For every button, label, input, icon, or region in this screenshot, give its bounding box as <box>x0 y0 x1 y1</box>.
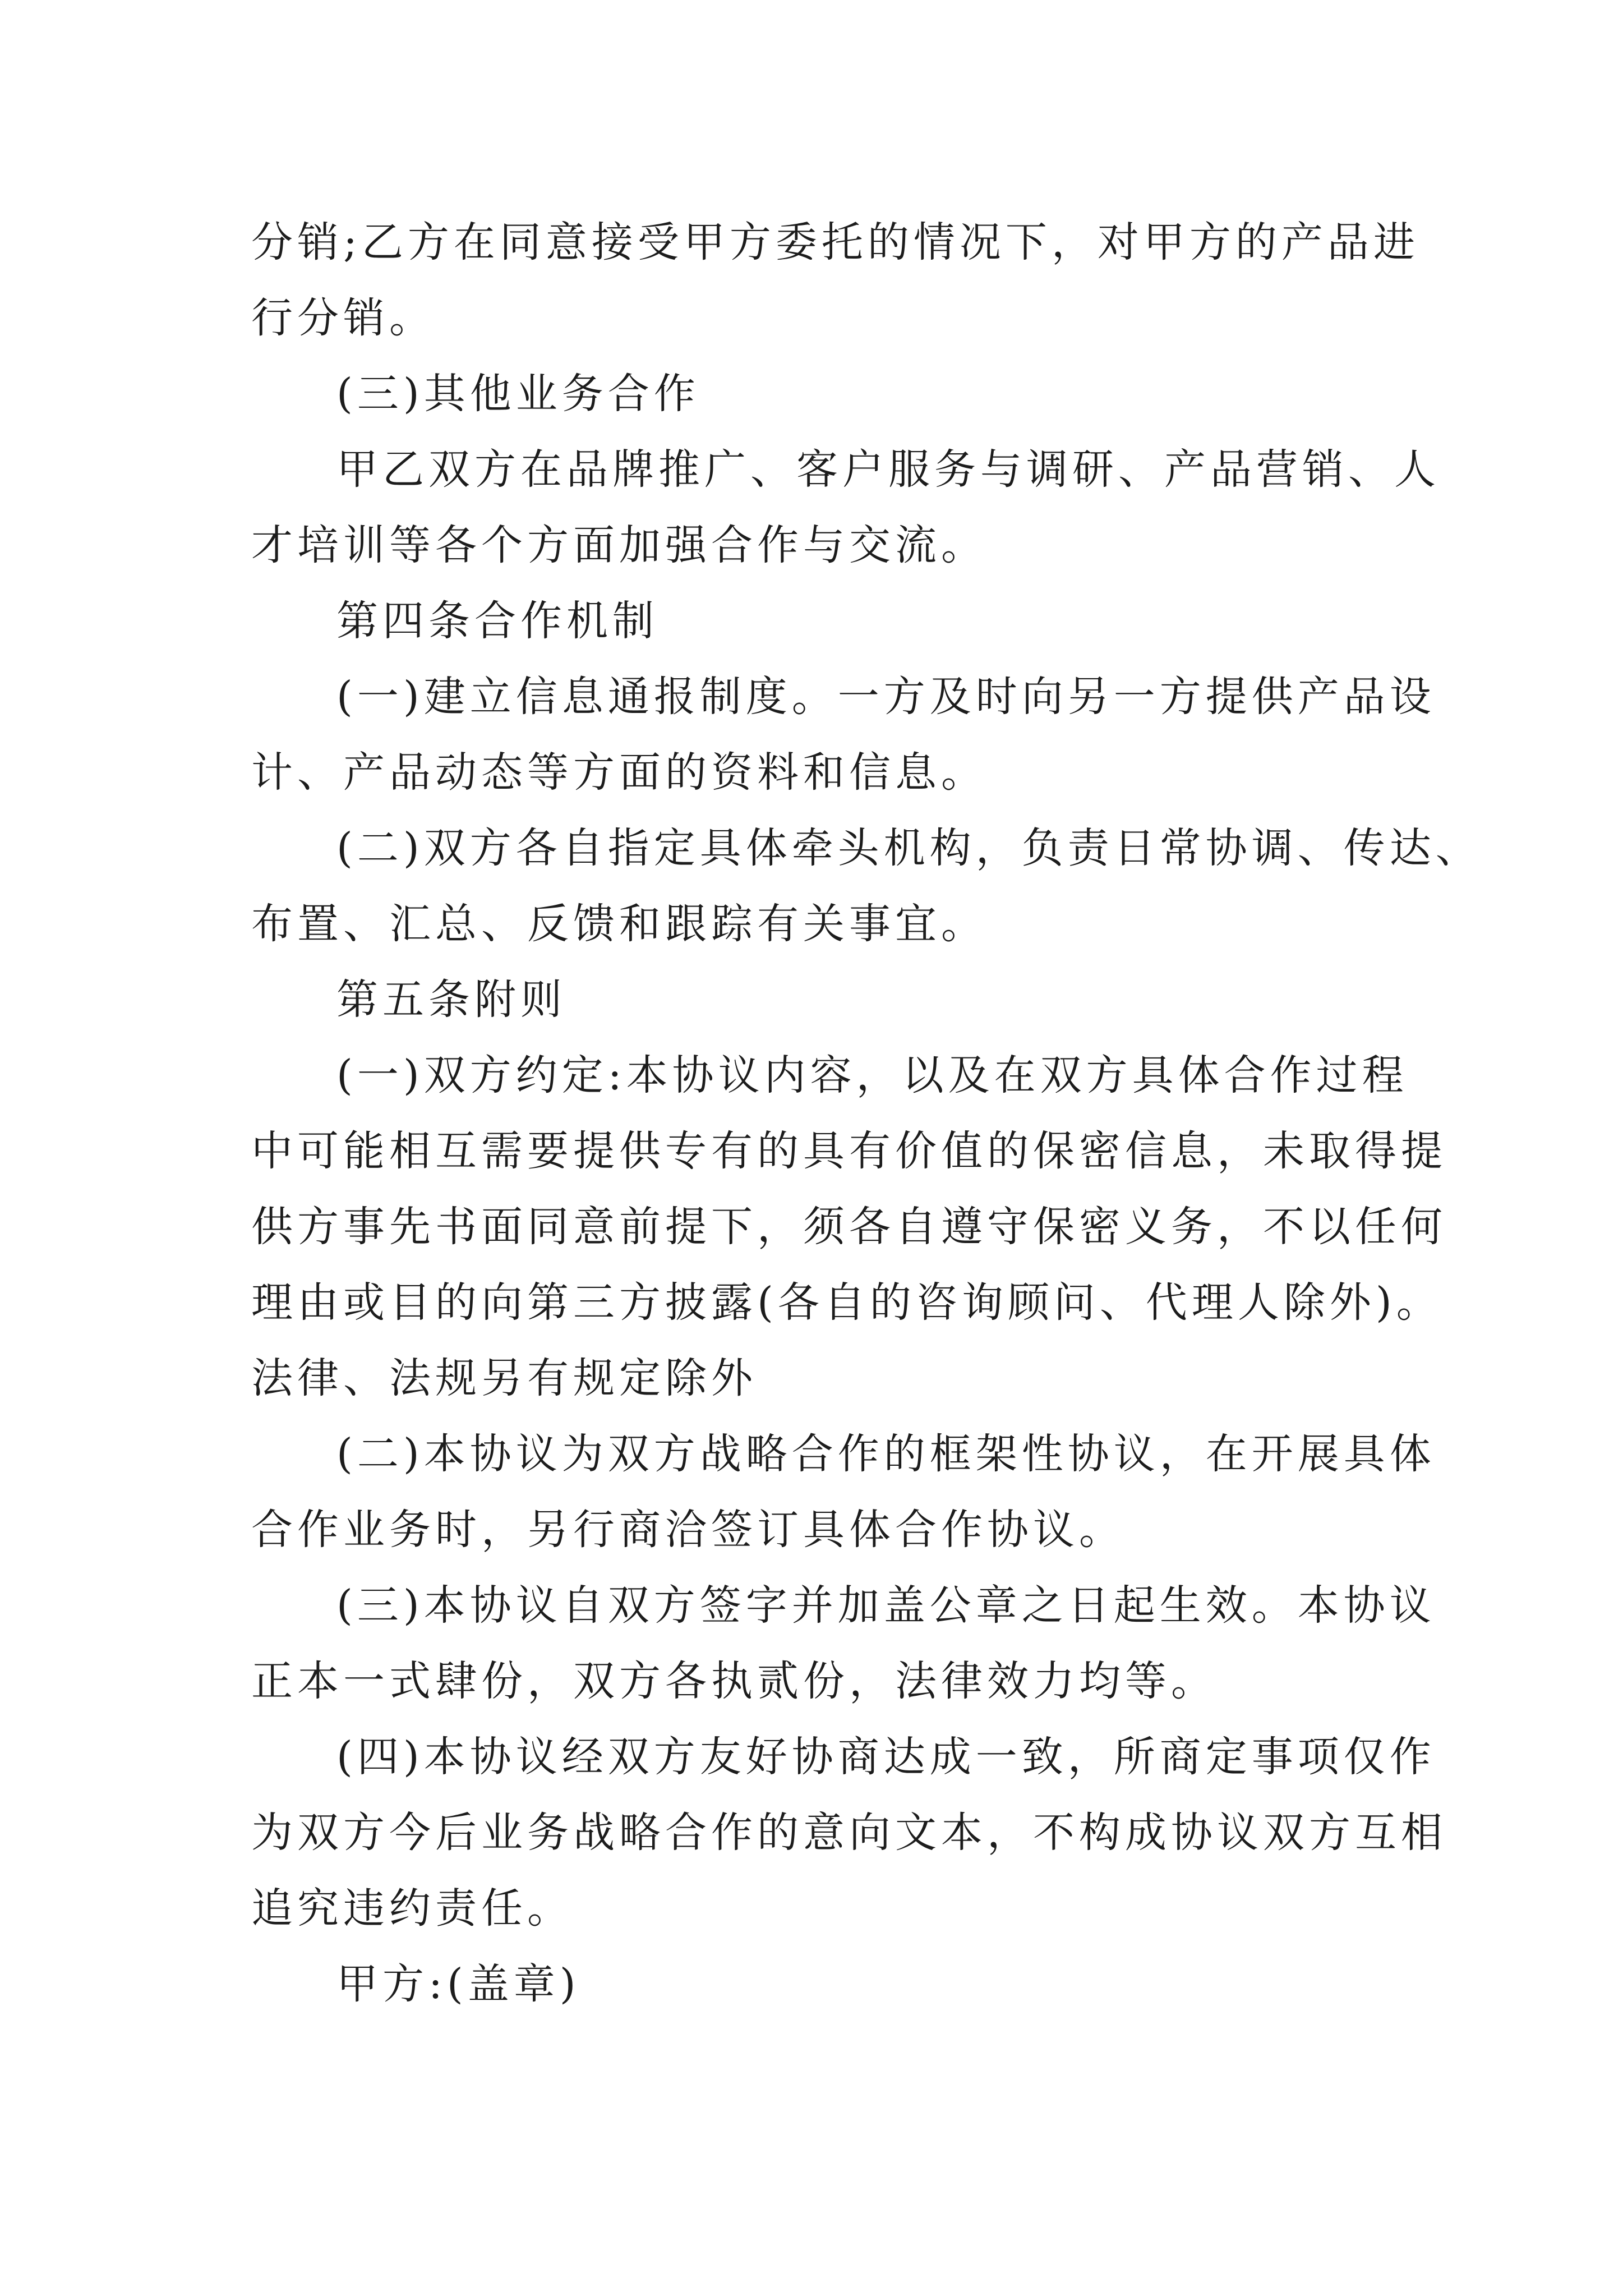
text-line: 合作业务时，另行商洽签订具体合作协议。 <box>251 1506 1125 1554</box>
text-line: 甲乙双方在品牌推广、客户服务与调研、产品营销、人 <box>336 445 1440 494</box>
text-line: 为双方今后业务战略合作的意向文本，不构成协议双方互相 <box>251 1809 1447 1857</box>
article-heading: 第五条附则 <box>336 976 566 1024</box>
text-line: (四)本协议经双方友好协商达成一致，所商定事项仅作 <box>336 1733 1436 1781</box>
party-a-seal-line: 甲方:(盖章) <box>336 1960 580 2008</box>
text-line: 才培训等各个方面加强合作与交流。 <box>251 521 987 569</box>
section-heading: (三)其他业务合作 <box>336 370 700 418</box>
text-line: 正本一式肆份，双方各执贰份，法律效力均等。 <box>251 1657 1217 1705</box>
text-line: 分销;乙方在同意接受甲方委托的情况下，对甲方的产品进 <box>251 218 1419 266</box>
text-line: 理由或目的向第三方披露(各自的咨询顾问、代理人除外)。 <box>251 1278 1442 1327</box>
text-line: (三)本协议自双方签字并加盖公章之日起生效。本协议 <box>336 1581 1436 1630</box>
text-line: (二)本协议为双方战略合作的框架性协议，在开展具体 <box>336 1430 1436 1478</box>
text-line: 追究违约责任。 <box>251 1884 573 1932</box>
text-line: 计、产品动态等方面的资料和信息。 <box>251 748 987 797</box>
text-line: 法律、法规另有规定除外 <box>251 1354 757 1402</box>
text-line: (二)双方各自指定具体牵头机构，负责日常协调、传达、 <box>336 824 1482 872</box>
text-line: 行分销。 <box>251 294 435 342</box>
text-line: 供方事先书面同意前提下，须各自遵守保密义务，不以任何 <box>251 1203 1447 1251</box>
text-line: 布置、汇总、反馈和跟踪有关事宜。 <box>251 900 987 948</box>
text-line: (一)建立信息通报制度。一方及时向另一方提供产品设 <box>336 673 1436 721</box>
article-heading: 第四条合作机制 <box>336 597 658 645</box>
text-line: 中可能相互需要提供专有的具有价值的保密信息，未取得提 <box>251 1127 1447 1175</box>
text-line: (一)双方约定:本协议内容，以及在双方具体合作过程 <box>336 1051 1408 1099</box>
